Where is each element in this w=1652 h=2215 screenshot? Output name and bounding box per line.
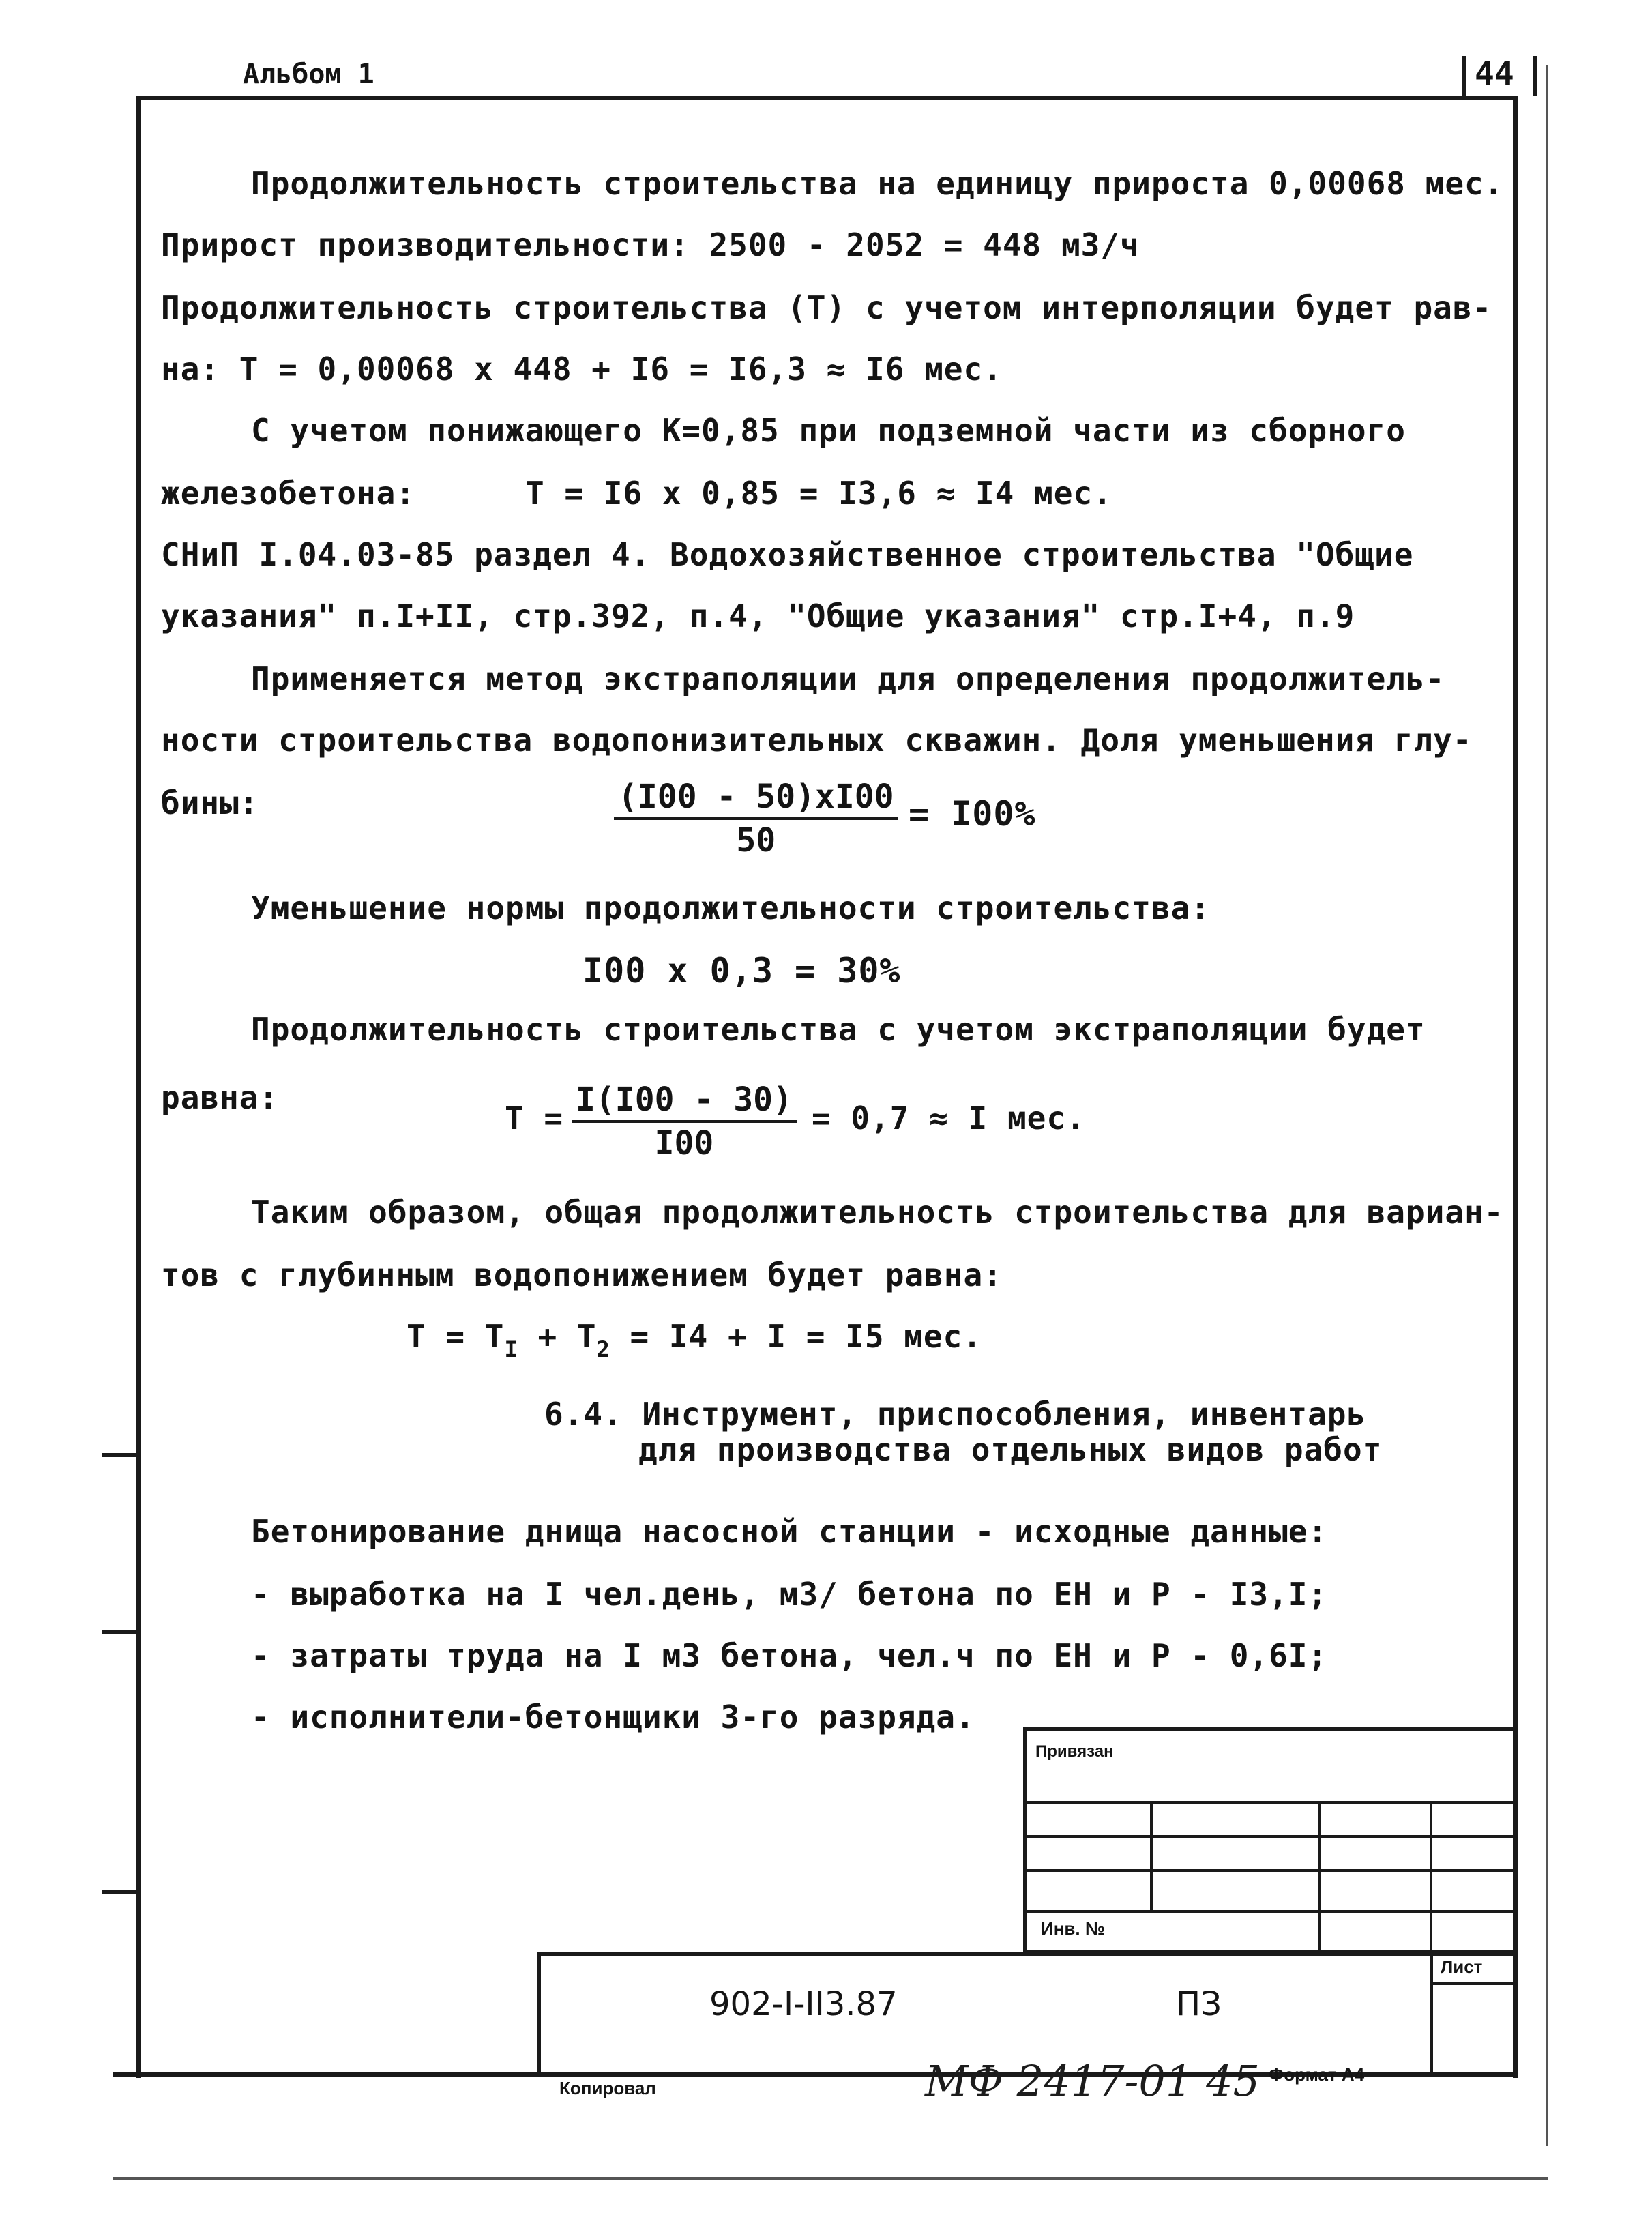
fraction-duration-numerator: I(I00 - 30) [572,1081,797,1123]
document-type: ПЗ [1176,1985,1222,2023]
label-depth: бины: [161,784,259,821]
handwritten-number: МФ 2417-01 45 [925,2056,1260,2106]
formula-total-duration: $Т = Т_I + Т_2 = I4 + I = I5$ мес. [407,1318,982,1362]
copied-by-label: Копировал [559,2078,656,2098]
section-heading-line2: для производства отдельных видов работ [638,1431,1383,1468]
binding-mark-2 [102,1630,138,1634]
binding-mark-1 [102,1453,138,1457]
formula-norm-reduction: I00 х 0,3 = 30% [582,951,901,991]
format-label: Формат А4 [1269,2064,1365,2085]
paragraph-duration-per-unit: Продолжительность строительства на единицу прироста 0,00068 мес. [251,165,1504,202]
label-reinforced-concrete: железобетона: [161,475,416,512]
linked-label: Привязан [1035,1742,1114,1761]
paragraph-extrapolation-method: Применяется метод экстраполяции для определения продолжитель- [251,660,1445,697]
frame-right [1513,96,1518,2078]
fraction-duration-result: = 0,7 ≈ I мес. [812,1100,1086,1136]
list-item-labor: - затраты труда на I м3 бетона, чел.ч по ЕН и Р - 0,6I; [251,1637,1328,1674]
sheet-label: Лист [1441,1956,1483,1977]
fraction-duration [572,1081,797,1162]
page-edge-right [1546,65,1548,2146]
label-equals: равна: [161,1079,279,1116]
paragraph-total-duration: Таким образом, общая продолжительность строительства для вариан- [251,1194,1504,1231]
paragraph-productivity-increase: Прирост производительности: 2500 - 2052 = 448 м3/ч [161,226,1140,263]
fraction-depth-result: = I00% [909,794,1036,834]
fraction-duration-denominator: I00 [654,1124,714,1162]
inventory-number-label: Инв. № [1041,1918,1105,1939]
document-code: 902-I-II3.87 [709,1985,898,2023]
fraction-depth-reduction [614,778,898,860]
paragraph-reducing-factor: С учетом понижающего К=0,85 при подземной части из сборного [251,412,1406,449]
paragraph-extrapolation-result: Продолжительность строительства с учетом экстраполяции будет [251,1011,1426,1048]
paragraph-depth-reduction: ности строительства водопонизительных скважин. Доля уменьшения глу- [161,722,1473,759]
formula-interpolation: на: Т = 0,00068 х 448 + I6 = I6,3 ≈ I6 мес. [161,351,1003,387]
paragraph-deep-dewatering: тов с глубинным водопонижением будет равна: [161,1257,1003,1293]
page-number: 44 [1475,55,1514,93]
paragraph-concreting-input: Бетонирование днища насосной станции - исходные данные: [251,1513,1328,1550]
frame-top [136,96,1518,100]
paragraph-interpolation-intro: Продолжительность строительства (Т) с учетом интерполяции будет рав- [161,289,1492,326]
paragraph-norm-reduction: Уменьшение нормы продолжительности строительства: [251,890,1211,926]
frame-left [136,96,141,2078]
page-edge-bottom [113,2177,1548,2180]
page-number-divider [1462,56,1466,96]
formula-reduced-duration: Т = I6 х 0,85 = I3,6 ≈ I4 мес. [525,475,1112,512]
paragraph-snip-reference: СНиП I.04.03-85 раздел 4. Водохозяйственное строительства "Общие [161,536,1414,573]
section-heading-line1: 6.4. Инструмент, приспособления, инвентарь [544,1396,1367,1433]
binding-mark-3 [102,1890,138,1894]
page-number-right-bar [1533,56,1537,96]
fraction-depth-denominator: 50 [736,821,776,860]
fraction-duration-prefix: Т = [505,1100,564,1136]
paragraph-general-instructions: указания" п.I+II, стр.392, п.4, "Общие указания" стр.I+4, п.9 [161,598,1355,634]
album-label: Альбом 1 [243,59,374,90]
fraction-depth-numerator: (I00 - 50)хI00 [614,778,898,820]
list-item-output: - выработка на I чел.день, м3/ бетона по ЕН и Р - I3,I; [251,1576,1328,1613]
list-item-workers: - исполнители-бетонщики 3-го разряда. [251,1699,975,1735]
